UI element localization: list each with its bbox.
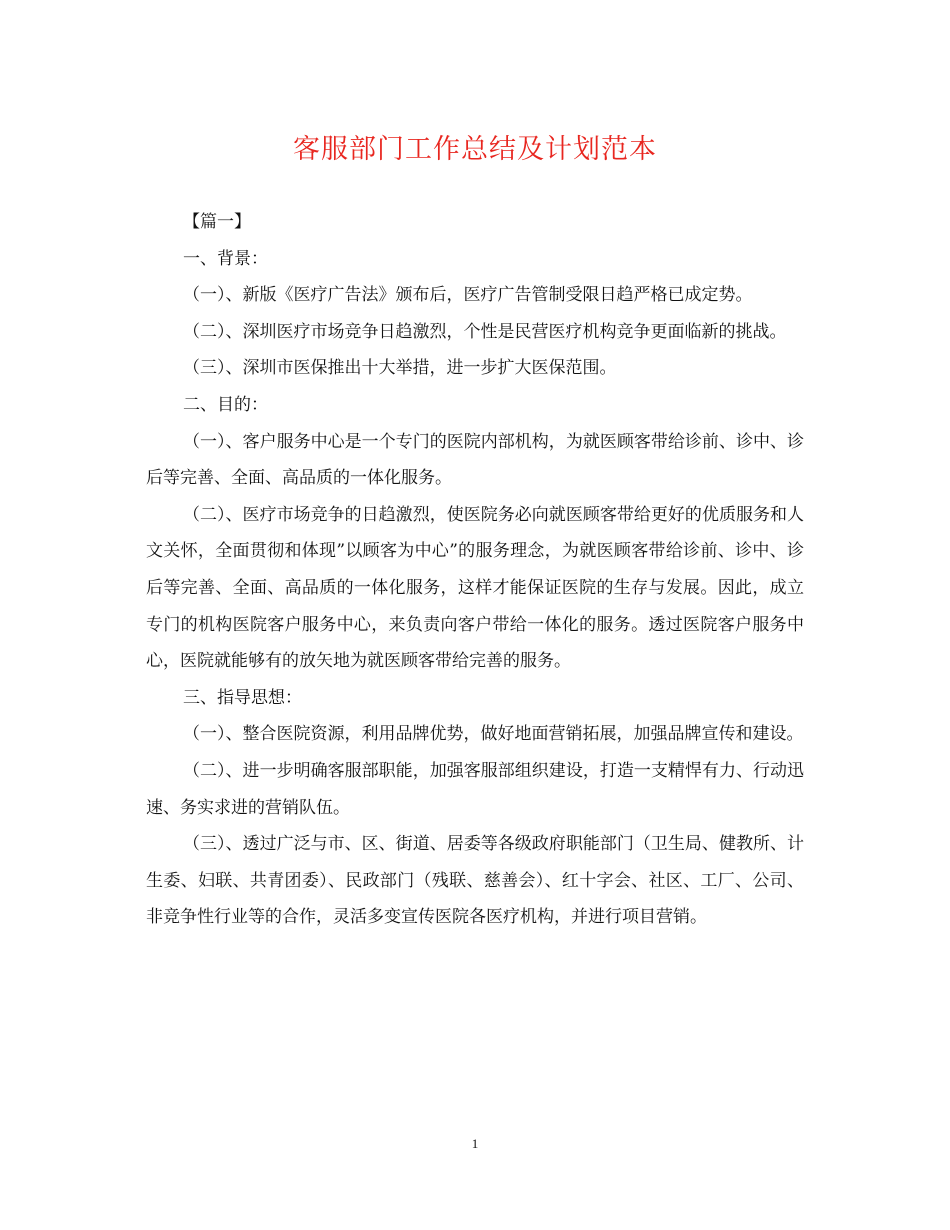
- paragraph: （一）、客户服务中心是一个专门的医院内部机构，为就医顾客带给诊前、诊中、诊后等完善、全面、高品质的一体化服务。: [146, 431, 804, 489]
- heading-purpose: 二、目的：: [183, 394, 268, 415]
- heading-background: 一、背景：: [183, 248, 268, 269]
- document-body: [146, 204, 804, 936]
- paragraph: （三）、透过广泛与市、区、街道、居委等各级政府职能部门（卫生局、健教所、计生委、妇联、共青团委）、民政部门（残联、慈善会）、红十字会、社区、工厂、公司、非竞争性行业等的合作，灵活多变宣传医院各医疗机构，并进行项目营销。: [146, 834, 804, 928]
- paragraph: （一）、新版《医疗广告法》颁布后，医疗广告管制受限日趋严格已成定势。: [183, 285, 753, 306]
- page-number: 1: [471, 1136, 479, 1151]
- paragraph-section-label: 【篇一】: [183, 212, 251, 232]
- paragraph: （二）、进一步明确客服部职能，加强客服部组织建设，打造一支精悍有力、行动迅速、务实求进的营销队伍。: [146, 760, 804, 818]
- paragraph: （二）、医疗市场竞争的日趋激烈，使医院务必向就医顾客带给更好的优质服务和人文关怀，全面贯彻和体现”以顾客为中心”的服务理念，为就医顾客带给诊前、诊中、诊后等完善、全面、高品质的一体化服务，这样才能保证医院的生存与发展。因此，成立专门的机构医院客户服务中心，来负责向客户带给一体化的服务。透过医院客户服务中心，医院就能够有的放矢地为就医顾客带给完善的服务。: [146, 504, 804, 672]
- document-title: 客服部门工作总结及计划范本: [293, 134, 657, 165]
- paragraph: （一）、整合医院资源，利用品牌优势，做好地面营销拓展，加强品牌宣传和建设。: [183, 724, 804, 745]
- paragraph: （三）、深圳市医保推出十大举措，进一步扩大医保范围。: [183, 358, 617, 379]
- paragraph: （二）、深圳医疗市场竞争日趋激烈，个性是民营医疗机构竞争更面临新的挑战。: [183, 321, 787, 342]
- heading-guiding-ideology: 三、指导思想：: [183, 687, 302, 708]
